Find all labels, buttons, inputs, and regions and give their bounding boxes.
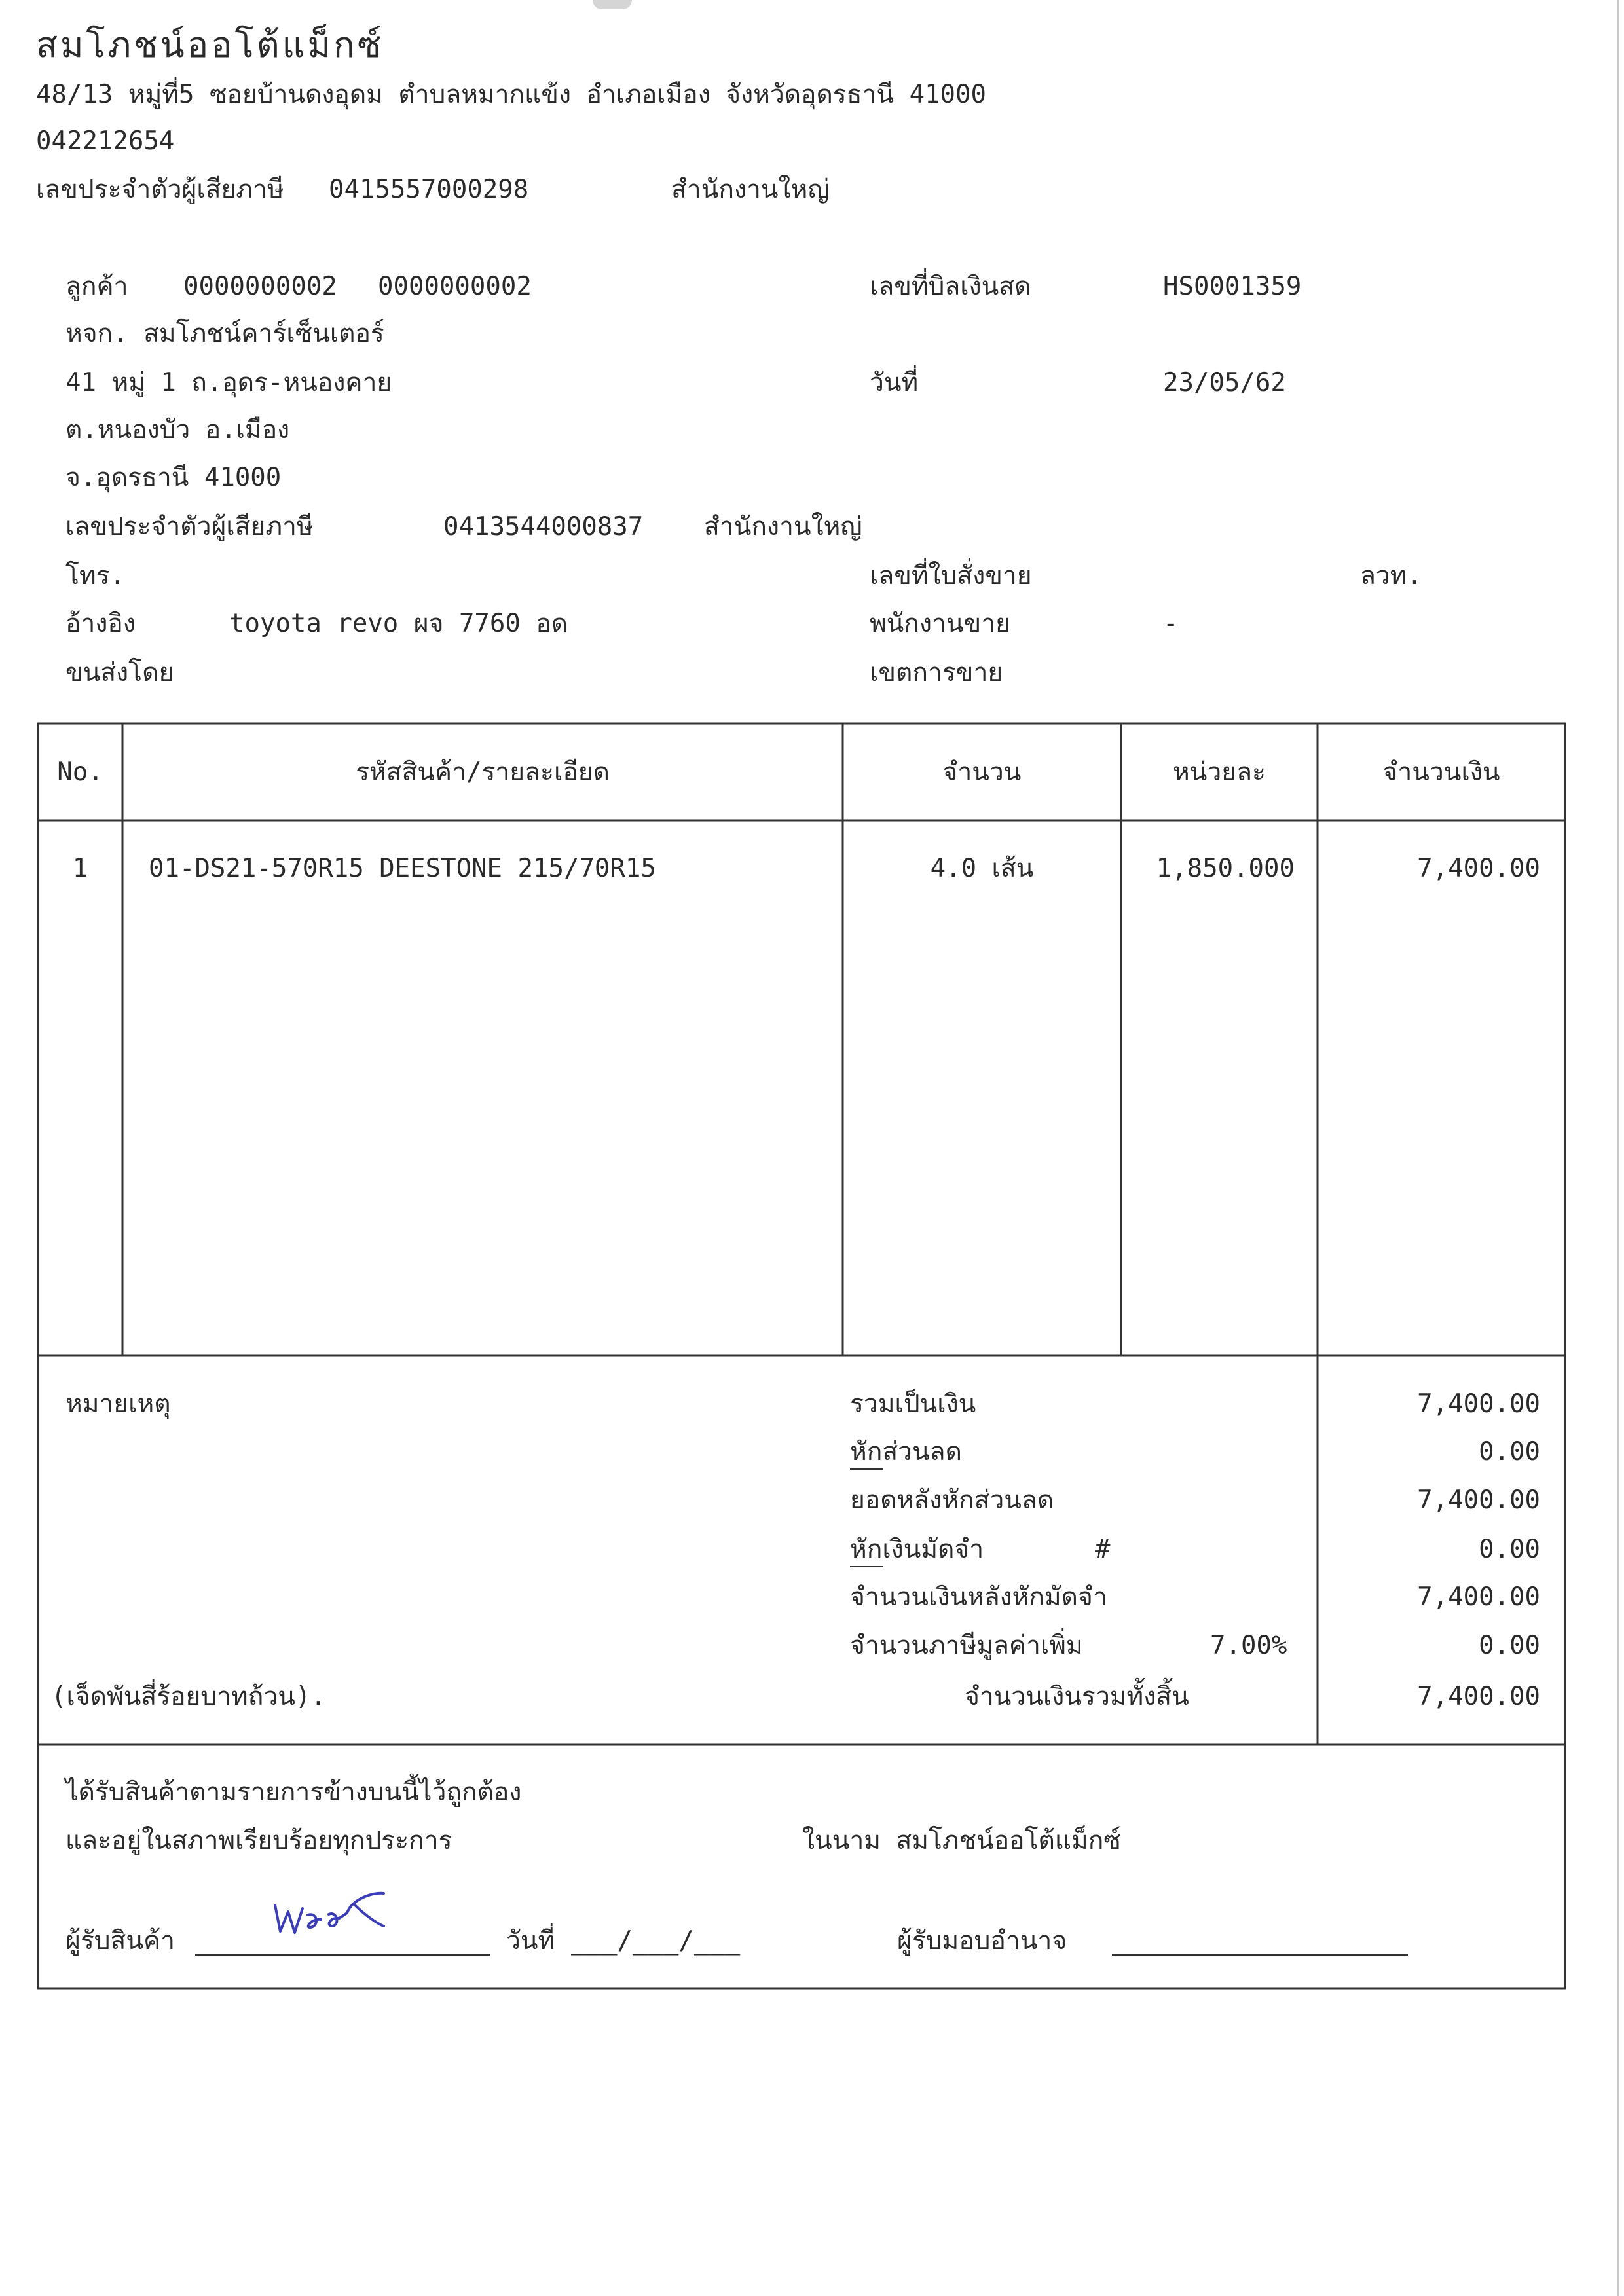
received-statement-1: ได้รับสินค้าตามรายการข้างบนนี้ไว้ถูกต้อง [65, 1777, 522, 1807]
summary-vat-rate: 7.00% [1210, 1631, 1287, 1660]
customer-ref-value: toyota revo ผจ 7760 อด [229, 609, 568, 638]
summary-value-after-discount: 7,400.00 [1417, 1485, 1540, 1515]
amount-in-words: (เจ็ดพันสี่ร้อยบาทถ้วน). [51, 1682, 326, 1711]
summary-deposit-hash: # [1095, 1535, 1111, 1564]
customer-code-2: 0000000002 [378, 272, 532, 301]
salesperson-label: พนักงานขาย [870, 609, 1010, 638]
customer-address-2: ต.หนองบัว อ.เมือง [65, 415, 290, 445]
summary-value-vat: 0.00 [1479, 1631, 1540, 1660]
receiver-signature [268, 1886, 393, 1951]
company-branch: สำนักงานใหญ่ [671, 175, 830, 204]
bill-date-label: วันที่ [870, 368, 919, 397]
receive-date-blank: ___/___/___ [571, 1926, 741, 1956]
summary-label-deposit: หักเงินมัดจำ [850, 1535, 984, 1564]
bill-date-value: 23/05/62 [1163, 368, 1286, 397]
summary-value-discount: 0.00 [1479, 1437, 1540, 1467]
on-behalf-of: ในนาม สมโภชน์ออโต้แม็กซ์ [802, 1826, 1121, 1855]
customer-address-1: 41 หมู่ 1 ถ.อุดร-หนองคาย [65, 368, 392, 397]
sales-order-label: เลขที่ใบสั่งขาย [870, 561, 1032, 591]
customer-ref-label: อ้างอิง [65, 609, 136, 638]
summary-label-subtotal: รวมเป็นเงิน [850, 1389, 976, 1419]
col-header-amount: จำนวนเงิน [1382, 757, 1500, 787]
summary-label-after-deposit: จำนวนเงินหลังหักมัดจำ [850, 1582, 1107, 1612]
received-statement-2: และอยู่ในสภาพเรียบร้อยทุกประการ [65, 1826, 452, 1855]
row-no: 1 [72, 854, 88, 883]
summary-value-grand-total: 7,400.00 [1417, 1682, 1540, 1711]
customer-name: หจก. สมโภชน์คาร์เซ็นเตอร์ [65, 319, 384, 348]
summary-label-vat: จำนวนภาษีมูลค่าเพิ่ม [850, 1631, 1083, 1660]
col-header-no: No. [57, 757, 103, 787]
deposit-underline [850, 1566, 883, 1567]
company-tax-id: 0415557000298 [329, 175, 529, 204]
summary-value-after-deposit: 7,400.00 [1417, 1582, 1540, 1612]
customer-ship-label: ขนส่งโดย [65, 658, 174, 687]
customer-tax-id: 0413544000837 [443, 512, 644, 541]
summary-value-deposit: 0.00 [1479, 1535, 1540, 1564]
row-quantity: 4.0 เส้น [930, 854, 1034, 883]
col-header-description: รหัสสินค้า/รายละเอียด [356, 757, 610, 787]
authorized-label: ผู้รับมอบอำนาจ [897, 1926, 1067, 1956]
customer-phone-label: โทร. [65, 561, 126, 591]
sales-area-label: เขตการขาย [870, 658, 1003, 687]
company-name: สมโภชน์ออโต้แม็กซ์ [36, 24, 384, 65]
summary-label-after-discount: ยอดหลังหักส่วนลด [850, 1485, 1054, 1515]
customer-code-1: 0000000002 [183, 272, 337, 301]
remark-label: หมายเหตุ [65, 1389, 171, 1419]
company-tax-label: เลขประจำตัวผู้เสียภาษี [36, 175, 284, 204]
bill-number-label: เลขที่บิลเงินสด [870, 272, 1031, 301]
customer-branch: สำนักงานใหญ่ [704, 512, 862, 541]
customer-tax-label: เลขประจำตัวผู้เสียภาษี [65, 512, 314, 541]
row-amount: 7,400.00 [1417, 854, 1540, 883]
receive-date-label: วันที่ [506, 1926, 555, 1956]
company-phone: 042212654 [36, 126, 175, 156]
customer-label: ลูกค้า [65, 272, 128, 301]
customer-address-3: จ.อุดรธานี 41000 [65, 463, 282, 492]
company-address: 48/13 หมู่ที่5 ซอยบ้านดงอุดม ตำบลหมากแข้ง อำเภอเมือง จังหวัดอุดรธานี 41000 [36, 80, 986, 109]
summary-label-discount: หักส่วนลด [850, 1437, 962, 1467]
row-description: 01-DS21-570R15 DEESTONE 215/70R15 [149, 854, 656, 883]
col-header-unit-price: หน่วยละ [1173, 757, 1266, 787]
receiver-label: ผู้รับสินค้า [65, 1926, 175, 1956]
summary-label-grand-total: จำนวนเงินรวมทั้งสิ้น [965, 1682, 1189, 1711]
col-header-quantity: จำนวน [942, 757, 1022, 787]
row-unit-price: 1,850.000 [1156, 854, 1295, 883]
discount-underline [850, 1468, 883, 1470]
sales-order-code: ลวท. [1360, 561, 1422, 591]
salesperson-value: - [1163, 609, 1179, 638]
authorized-signature-line [1112, 1954, 1408, 1956]
summary-value-subtotal: 7,400.00 [1417, 1389, 1540, 1419]
receiver-signature-line [195, 1954, 490, 1956]
bill-number-value: HS0001359 [1163, 272, 1302, 301]
